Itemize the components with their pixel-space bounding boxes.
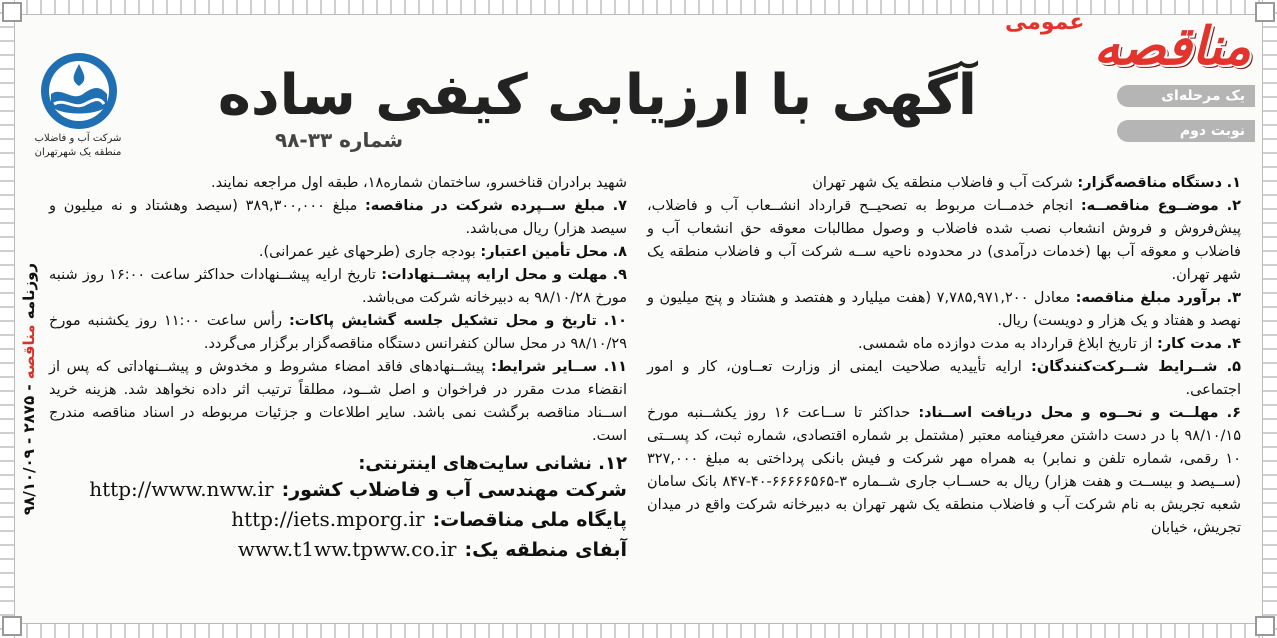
item-text: از تاریخ ابلاغ قرارداد به مدت دوازده ماه شمسی. — [858, 336, 1158, 352]
item-label: ســایر شرایط: — [491, 359, 598, 375]
notice-number: شماره ۳۳-۹۸ — [275, 128, 404, 152]
list-item — [647, 333, 1241, 356]
column-left — [49, 172, 627, 565]
frame-corner — [1255, 616, 1275, 636]
newspaper-name: مناقصه — [20, 324, 38, 380]
item-number: ۴. — [1226, 336, 1241, 352]
brand-sub: عمومی — [1005, 10, 1085, 35]
item-text: بودجه جاری (طرحهای غیر عمرانی). — [258, 244, 481, 260]
item-number: ۹. — [612, 267, 628, 283]
item-number: ۷. — [612, 198, 627, 214]
frame-right — [1262, 0, 1277, 638]
item-label: تاریخ و محل تشکیل جلسه گشایش پاکات: — [288, 313, 597, 329]
item-label: شــرایط شــرکت‌کنندگان: — [1031, 359, 1218, 375]
website-row — [49, 505, 627, 535]
list-item — [647, 287, 1241, 333]
item-text: تاریخ ارایه پیشــنهادات حداکثر ساعت ۱۶:۰۰ روز شنبه مورخ ۹۸/۱۰/۲۸ به دبیرخانه شرکت می‌باشد. — [49, 267, 627, 306]
item-label: دستگاه مناقصه‌گزار: — [1077, 175, 1223, 191]
item-text: حداکثر تا ســاعت ۱۶ روز یکشــنبه مورخ ۹۸/۱۰/۱۵ با در دست داشتن معرفینامه معتبر (مشتمل بر شماره اقتصادی، شماره ثبت، کد پســتی ۱۰ رقمی، شماره تلفن و نمابر) به همراه مهر شرکت و فیش بانکی پرداختی به مبلغ ۳۲۷,۰۰۰ (ســیصد و بیســت و هفت هزار) ریال به حســاب جاری شــماره ۳-۶۶۶۶۶۵۶۵-۴۰-۸۴۷ بانک سامان شعبه تجریش به نام شرکت آب و فاضلاب منطقه یک شهر تهران به دبیرخانه شرکت واقع در میدان تجریش، خیابان — [647, 405, 1241, 536]
item-number: ۳. — [1226, 290, 1241, 306]
brand-block — [1005, 10, 1255, 80]
item-number: ۵. — [1226, 359, 1242, 375]
list-item — [49, 264, 627, 310]
item-text: معادل ۷,۷۸۵,۹۷۱,۲۰۰ (هفت میلیارد و هفتصد و هشتاد و پنج میلیون و نهصد و هفتاد و یک هزار و دویست) ریال. — [647, 290, 1241, 329]
stage-pill: یک مرحله‌ای — [1117, 85, 1255, 107]
frame-left — [0, 0, 15, 638]
website-link[interactable]: http://iets.mporg.ir — [231, 507, 425, 531]
website-row — [49, 475, 627, 505]
item-number: ۱۰. — [603, 313, 628, 329]
website-link[interactable]: http://www.nww.ir — [89, 477, 274, 501]
item-label: مهلــت و نحــوه و محل دریافت اســناد: — [918, 405, 1219, 421]
item-number: ۱۱. — [603, 359, 628, 375]
item-label: مهلت و محل ارایه پیشــنهادات: — [381, 267, 608, 283]
list-item — [49, 241, 627, 264]
item-text: رأس ساعت ۱۱:۰۰ روز یکشنبه مورخ ۹۸/۱۰/۲۹ در محل سالن کنفرانس دستگاه مناقصه‌گزار برگزار می‌گردد. — [49, 313, 627, 352]
item-label: مبلغ ســپرده شرکت در مناقصه: — [365, 198, 605, 214]
item-text: ارایه تأییدیه صلاحیت ایمنی از وزارت تعــاون، کار و امور اجتماعی. — [647, 359, 1241, 398]
list-item — [49, 310, 627, 356]
column-right — [647, 172, 1241, 540]
item-number: ۸. — [612, 244, 627, 260]
list-item — [647, 172, 1241, 195]
brand-title: مناقصه — [1093, 17, 1251, 77]
website-label: شرکت مهندسی آب و فاضلاب کشور: — [281, 479, 627, 501]
list-item — [647, 356, 1241, 402]
newspaper-credit — [20, 179, 38, 599]
item-text: شرکت آب و فاضلاب منطقه یک شهر تهران — [812, 175, 1078, 191]
item-number: ۲. — [1226, 198, 1242, 214]
newspaper-prefix: روزنامه — [20, 262, 38, 320]
list-item — [49, 195, 627, 241]
item-number: ۶. — [1226, 405, 1242, 421]
frame-bottom — [0, 623, 1277, 638]
org-name-line: شرکت آب و فاضلاب — [34, 133, 122, 144]
frame-corner — [1255, 2, 1275, 22]
water-company-logo-icon — [38, 50, 120, 132]
website-row — [49, 535, 627, 565]
website-link[interactable]: www.t1ww.tpww.co.ir — [237, 537, 457, 561]
website-label: پایگاه ملی مناقصات: — [432, 509, 627, 531]
list-item — [647, 195, 1241, 287]
list-item — [49, 452, 627, 475]
item-text: مبلغ ۳۸۹,۳۰۰,۰۰۰ (سیصد وهشتاد و نه میلیون و سیصد هزار) ریال می‌باشد. — [49, 198, 627, 237]
sidebar — [14, 160, 42, 620]
item-label: محل تأمین اعتبار: — [480, 244, 609, 260]
item-text: انجام خدمــات مربوط به تصحیــح قرارداد انشــعاب آب و فاضلاب، پیش‌فروش و فروش انشعاب نصب شده فاضلاب و وصول مطالبات معوقه حق انشعاب آب و فاضلاب و معوقه آب بها (خدمات درآمدی) در محدوده ناحیه ســه شرکت آب و فاضلاب منطقه یک شهر تهران. — [647, 198, 1241, 283]
list-item — [49, 356, 627, 448]
turn-pill: نوبت دوم — [1117, 120, 1255, 142]
item-label: نشانی سایت‌های اینترنتی: — [358, 453, 592, 474]
newspaper-date: - ۲۸۷۵ - ۹۸/۱۰/۰۹ — [20, 384, 38, 516]
item-label: موضــوع مناقصــه: — [1080, 198, 1219, 214]
org-name — [28, 132, 128, 160]
website-label: آبفای منطقه یک: — [464, 539, 627, 561]
item-number: ۱۲. — [598, 453, 627, 474]
org-name-line: منطقه یک شهرتهران — [34, 147, 122, 158]
item-text: پیشــنهادهای فاقد امضاء مشروط و مخدوش و پیشــنهاداتی که پس از انقضاء مدت مقرر در فراخوان و اصل شــود، مطلقاً ترتیب اثر داده نخواهد شد. هزینه خرید اســناد مناقصه برگشت نمی باشد. سایر اطلاعات و جزئیات مربوطه در اسناد مناقصه مندرج است. — [49, 359, 627, 444]
item-number: ۱. — [1226, 175, 1241, 191]
list-item-continued: شهید برادران قناخسرو، ساختمان شماره۱۸، طبقه اول مراجعه نمایند. — [211, 175, 627, 191]
item-label: برآورد مبلغ مناقصه: — [1075, 290, 1222, 306]
page-title: آگهی با ارزیابی کیفی ساده — [217, 63, 977, 128]
frame-corner — [2, 2, 22, 22]
item-label: مدت کار: — [1157, 336, 1223, 352]
list-item — [647, 402, 1241, 540]
